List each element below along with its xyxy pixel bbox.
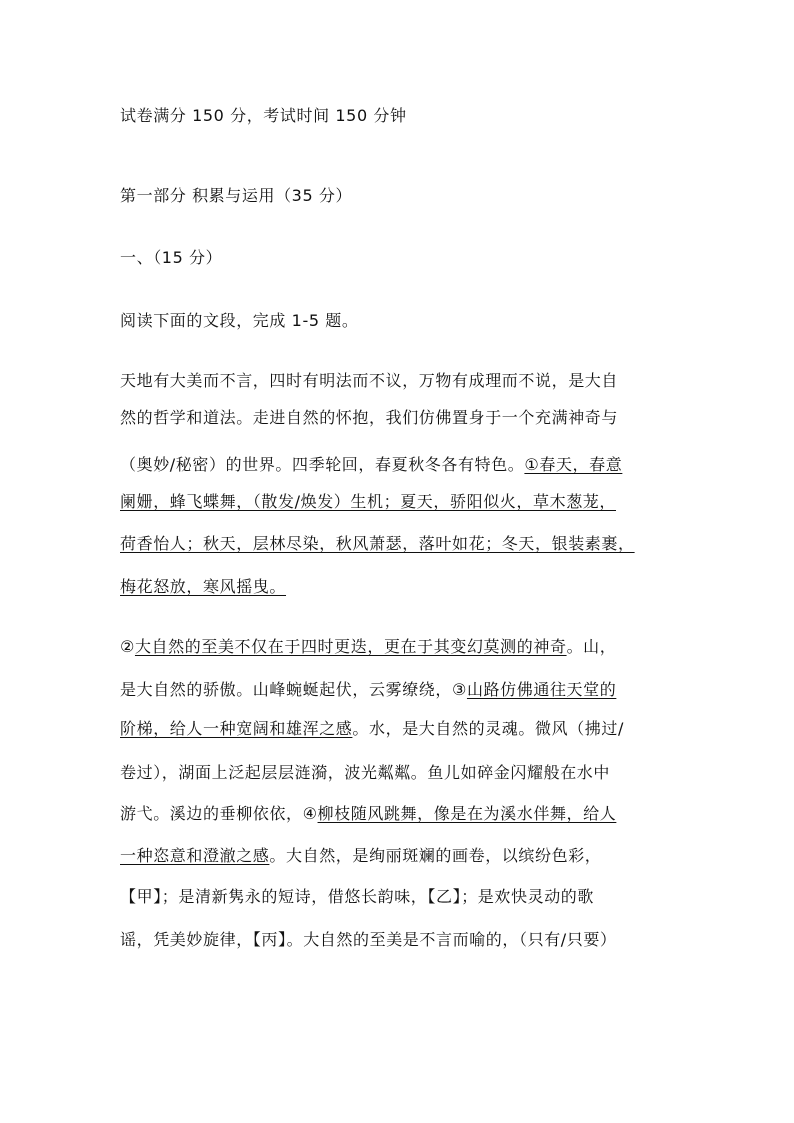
reading-instruction xyxy=(120,311,700,331)
underlined-sentence-1: 梅花怒放，寒风摇曳。 xyxy=(120,577,287,596)
passage-p2-line-2 xyxy=(120,680,700,700)
reading-instruction-text: 阅读下面的文段，完成 1-5 题。 xyxy=(120,311,359,330)
part-title-text: 第一部分 积累与运用（35 分） xyxy=(120,186,353,205)
passage-p1-line-6 xyxy=(120,577,700,597)
question-one-heading xyxy=(120,248,700,268)
passage-text: 天地有大美而不言，四时有明法而不议，万物有成理而不说，是大自 xyxy=(120,371,619,390)
part-title xyxy=(120,186,700,206)
passage-p2-line-1 xyxy=(120,637,700,657)
passage-text: 然的哲学和道法。走进自然的怀抱，我们仿佛置身于一个充满神奇与 xyxy=(120,408,619,427)
underlined-sentence-4: 柳枝随风跳舞，像是在为溪水伴舞，给人 xyxy=(317,804,617,823)
passage-p2-line-8 xyxy=(120,930,700,950)
passage-text: 。大自然，是绚丽斑斓的画卷，以缤纷色彩， xyxy=(269,846,602,865)
passage-text: 谣，凭美妙旋律，【丙】。大自然的至美是不言而喻的，（只有/只要） xyxy=(120,930,617,949)
passage-p2-line-7 xyxy=(120,887,700,907)
passage-p2-line-6 xyxy=(120,846,700,866)
passage-text: ② xyxy=(120,637,135,656)
question-one-text: 一、（15 分） xyxy=(120,248,223,267)
passage-p1-line-2 xyxy=(120,408,700,428)
passage-text: 卷过），湖面上泛起层层涟漪，波光粼粼。鱼儿如碎金闪耀般在水中 xyxy=(120,763,611,782)
passage-p1-line-5 xyxy=(120,534,700,554)
underlined-sentence-1: 荷香怡人；秋天，层林尽染，秋风萧瑟，落叶如花；冬天，银装素裹， xyxy=(120,534,635,553)
passage-text: 游弋。溪边的垂柳依依，④ xyxy=(120,804,318,823)
exam-info xyxy=(120,106,700,126)
passage-text: 。山， xyxy=(566,637,617,656)
passage-p1-line-1 xyxy=(120,371,700,391)
passage-p2-line-3 xyxy=(120,719,700,739)
passage-p1-line-4 xyxy=(120,492,700,512)
passage-text: 。水，是大自然的灵魂。微风（拂过/ xyxy=(352,719,624,738)
underlined-sentence-1: ①春天，春意 xyxy=(524,455,623,474)
passage-p2-line-4 xyxy=(120,763,700,783)
passage-text: 是大自然的骄傲。山峰蜿蜒起伏，云雾缭绕，③ xyxy=(120,680,467,699)
passage-p1-line-3 xyxy=(120,455,700,475)
underlined-sentence-2: 大自然的至美不仅在于四时更迭，更在于其变幻莫测的神奇 xyxy=(134,637,567,656)
passage-p2-line-5 xyxy=(120,804,700,824)
underlined-sentence-3: 山路仿佛通往天堂的 xyxy=(466,680,617,699)
underlined-sentence-1: 阑姗，蜂飞蝶舞，（散发/焕发）生机；夏天，骄阳似火，草木葱茏， xyxy=(120,492,616,511)
exam-info-text: 试卷满分 150 分，考试时间 150 分钟 xyxy=(120,106,407,125)
underlined-sentence-3: 阶梯，给人一种宽阔和雄浑之感 xyxy=(120,719,353,738)
passage-text: （奥妙/秘密）的世界。四季轮回，春夏秋冬各有特色。 xyxy=(120,455,525,474)
underlined-sentence-4: 一种恣意和澄澈之感 xyxy=(120,846,270,865)
passage-text: 【甲】；是清新隽永的短诗，借悠长韵味，【乙】；是欢快灵动的歌 xyxy=(120,887,595,906)
